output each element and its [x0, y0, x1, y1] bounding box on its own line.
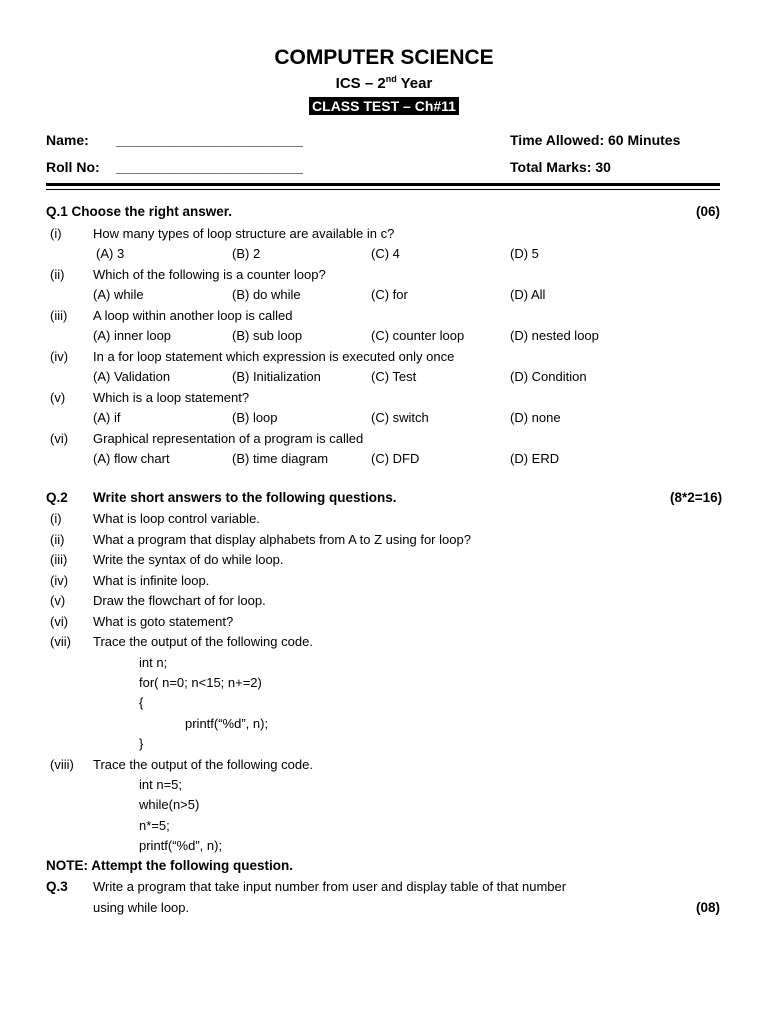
q1-item-text: Which of the following is a counter loop?	[93, 267, 326, 282]
q1-option: (D) none	[510, 410, 561, 425]
q1-heading: Q.1 Choose the right answer.	[46, 204, 233, 219]
q1-option: (A) 3	[96, 246, 125, 261]
q1-option: (C) switch	[371, 410, 429, 425]
q1-option: (B) Initialization	[232, 369, 321, 384]
q2-item-text: What a program that display alphabets from A to Z using for loop?	[93, 532, 471, 547]
q3-text-line2: using while loop.	[93, 900, 190, 915]
q2-item-text: Trace the output of the following code.	[93, 757, 313, 772]
q1-option: (A) while	[93, 287, 144, 302]
q1-item-text: How many types of loop structure are available in c?	[93, 226, 395, 241]
q1-item-number: (iv)	[50, 349, 69, 364]
time-allowed: Time Allowed: 60 Minutes	[510, 132, 681, 148]
q1-option: (A) inner loop	[93, 328, 172, 343]
q2-heading: Write short answers to the following questions.	[93, 490, 397, 505]
code1-line: }	[139, 736, 144, 751]
q1-option: (C) counter loop	[371, 328, 465, 343]
q1-item-text: Which is a loop statement?	[93, 390, 250, 405]
code1-line: {	[139, 695, 144, 710]
q1-option: (B) loop	[232, 410, 278, 425]
q3-marks: (08)	[696, 900, 721, 915]
q2-item-number: (viii)	[50, 757, 74, 772]
test-banner-wrap	[0, 97, 768, 116]
q1-option: (B) do while	[232, 287, 301, 302]
q1-marks: (06)	[696, 204, 721, 219]
q2-item-text: What is infinite loop.	[93, 573, 210, 588]
code1-line: printf(“%d”, n);	[185, 716, 269, 731]
q1-option: (A) flow chart	[93, 451, 170, 466]
q1-option: (C) DFD	[371, 451, 420, 466]
note-line: NOTE: Attempt the following question.	[46, 858, 293, 873]
q1-item-number: (vi)	[50, 431, 69, 446]
q1-option: (B) 2	[232, 246, 261, 261]
q2-item-number: (vii)	[50, 634, 71, 649]
code2-line: n*=5;	[139, 818, 170, 833]
q1-option: (C) Test	[371, 369, 417, 384]
test-banner: CLASS TEST – Ch#11	[309, 97, 459, 115]
q2-label: Q.2	[46, 490, 68, 505]
name-blank: ________________________	[116, 132, 303, 148]
q2-item-number: (iv)	[50, 573, 69, 588]
code1-line: int n;	[139, 655, 168, 670]
q2-item-number: (i)	[50, 511, 62, 526]
q1-item-text: Graphical representation of a program is called	[93, 431, 364, 446]
header-rule-thick	[46, 183, 720, 186]
q1-item-number: (iii)	[50, 308, 68, 323]
q1-option: (D) All	[510, 287, 546, 302]
q1-item-text: A loop within another loop is called	[93, 308, 293, 323]
q2-item-text: Draw the flowchart of for loop.	[93, 593, 266, 608]
q1-option: (C) 4	[371, 246, 400, 261]
q1-option: (D) ERD	[510, 451, 560, 466]
q2-item-text: What is loop control variable.	[93, 511, 260, 526]
q2-item-number: (ii)	[50, 532, 65, 547]
q2-item-text: Trace the output of the following code.	[93, 634, 313, 649]
q2-marks: (8*2=16)	[670, 490, 723, 505]
page-title: COMPUTER SCIENCE	[274, 46, 494, 69]
total-marks: Total Marks: 30	[510, 159, 611, 175]
q2-item-text: What is goto statement?	[93, 614, 234, 629]
q2-item-text: Write the syntax of do while loop.	[93, 552, 284, 567]
q1-option: (C) for	[371, 287, 408, 302]
q1-option: (D) nested loop	[510, 328, 599, 343]
q1-option: (B) sub loop	[232, 328, 303, 343]
q1-option: (D) Condition	[510, 369, 587, 384]
roll-label: Roll No:	[46, 159, 100, 175]
class-subtitle: ICS – 2nd Year	[335, 74, 433, 92]
code2-line: printf(“%d”, n);	[139, 838, 223, 853]
header-rule-thin	[46, 189, 720, 190]
q1-option: (A) if	[93, 410, 121, 425]
q1-option: (D) 5	[510, 246, 539, 261]
q2-item-number: (vi)	[50, 614, 69, 629]
code1-line: for( n=0; n<15; n+=2)	[139, 675, 262, 690]
q2-item-number: (v)	[50, 593, 66, 608]
q1-item-number: (ii)	[50, 267, 65, 282]
code2-line: int n=5;	[139, 777, 183, 792]
q3-text-line1: Write a program that take input number from user and display table of that number	[93, 879, 567, 894]
code2-line: while(n>5)	[139, 797, 200, 812]
roll-blank: ________________________	[116, 159, 303, 175]
q1-item-number: (v)	[50, 390, 66, 405]
q1-option: (A) Validation	[93, 369, 171, 384]
q1-item-number: (i)	[50, 226, 62, 241]
name-label: Name:	[46, 132, 89, 148]
q2-item-number: (iii)	[50, 552, 68, 567]
q1-item-text: In a for loop statement which expression is executed only once	[93, 349, 455, 364]
q1-option: (B) time diagram	[232, 451, 329, 466]
q3-label: Q.3	[46, 879, 68, 894]
